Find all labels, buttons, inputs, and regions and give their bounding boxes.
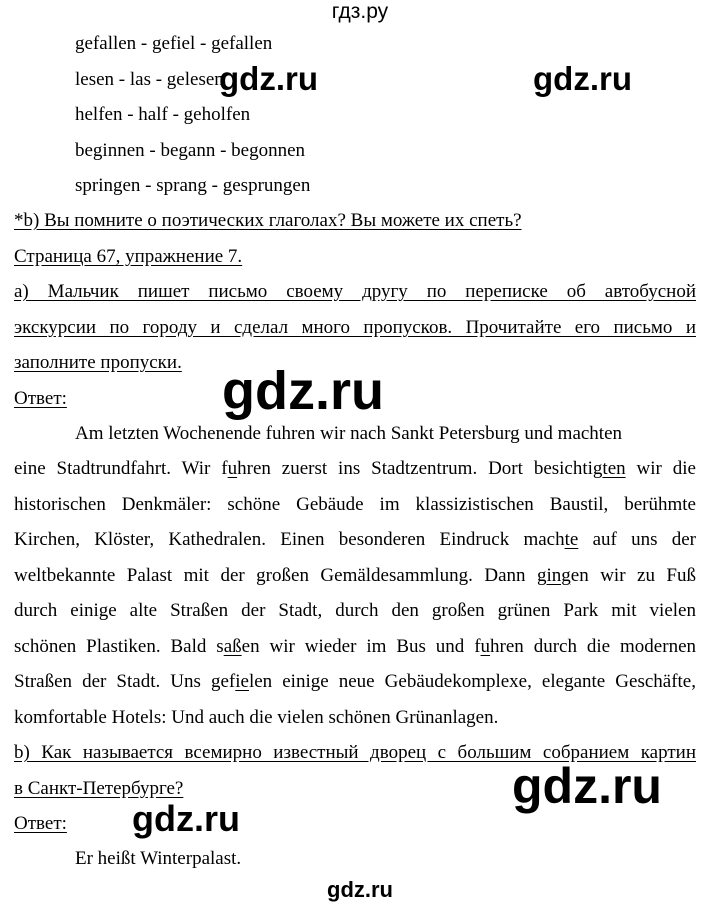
verb-line: beginnen - begann - begonnen xyxy=(75,140,306,161)
answer-text: Er heißt Winterpalast. xyxy=(75,848,242,869)
watermark: gdz.ru xyxy=(222,361,384,421)
letter-line: durch einige alte Straßen der Stadt, durch den großen grünen Park mit vielen xyxy=(14,600,696,621)
letter-line: weltbekannte Palast mit der großen Gemäldesammlung. Dann gingen wir zu Fuß xyxy=(14,565,696,586)
header-site-title: гдз.ру xyxy=(331,0,389,23)
previous-question: *b) Вы помните о поэтических глаголах? Вы можете их спеть? xyxy=(14,210,522,231)
letter-line: Straßen der Stadt. Uns gefielen einige neue Gebäudekomplexe, elegante Geschäfte, xyxy=(14,671,696,692)
letter-line: komfortable Hotels: Und auch die vielen schönen Grünanlagen. xyxy=(14,707,499,728)
letter-line: schönen Plastiken. Bald saßen wir wieder im Bus und fuhren durch die modernen xyxy=(14,636,696,657)
task-b-line: в Санкт-Петербурге? xyxy=(14,778,184,799)
task-a-line: заполните пропуски. xyxy=(14,352,182,373)
verb-line: lesen - las - gelesen xyxy=(75,69,224,90)
verb-line: springen - sprang - gesprungen xyxy=(75,175,311,196)
task-a-line: экскурсии по городу и сделал много пропусков. Прочитайте его письмо и xyxy=(14,317,696,338)
watermark: gdz.ru xyxy=(533,60,632,97)
task-a-line: а) Мальчик пишет письмо своему другу по переписке об автобусной xyxy=(14,281,696,302)
watermark: gdz.ru xyxy=(512,758,662,814)
letter-line: Am letzten Wochenende fuhren wir nach Sankt Petersburg und machten xyxy=(75,423,623,444)
letter-line: Kirchen, Klöster, Kathedralen. Einen besonderen Eindruck machte auf uns der xyxy=(14,529,696,550)
footer-site-title: gdz.ru xyxy=(327,877,393,902)
letter-line: eine Stadtrundfahrt. Wir fuhren zuerst ins Stadtzentrum. Dort besichtigten wir die xyxy=(14,458,696,479)
page-reference: Страница 67, упражнение 7. xyxy=(14,246,243,267)
verb-line: helfen - half - geholfen xyxy=(75,104,251,125)
letter-line: historischen Denkmäler: schöne Gebäude im klassizistischen Baustil, berühmte xyxy=(14,494,696,515)
task-b-line: b) Как называется всемирно известный дворец с большим собранием картин xyxy=(14,742,696,763)
watermark: gdz.ru xyxy=(132,798,240,839)
verb-line: gefallen - gefiel - gefallen xyxy=(75,33,273,54)
watermark: gdz.ru xyxy=(219,60,318,97)
answer-label: Ответ: xyxy=(14,813,67,834)
answer-label: Ответ: xyxy=(14,388,67,409)
